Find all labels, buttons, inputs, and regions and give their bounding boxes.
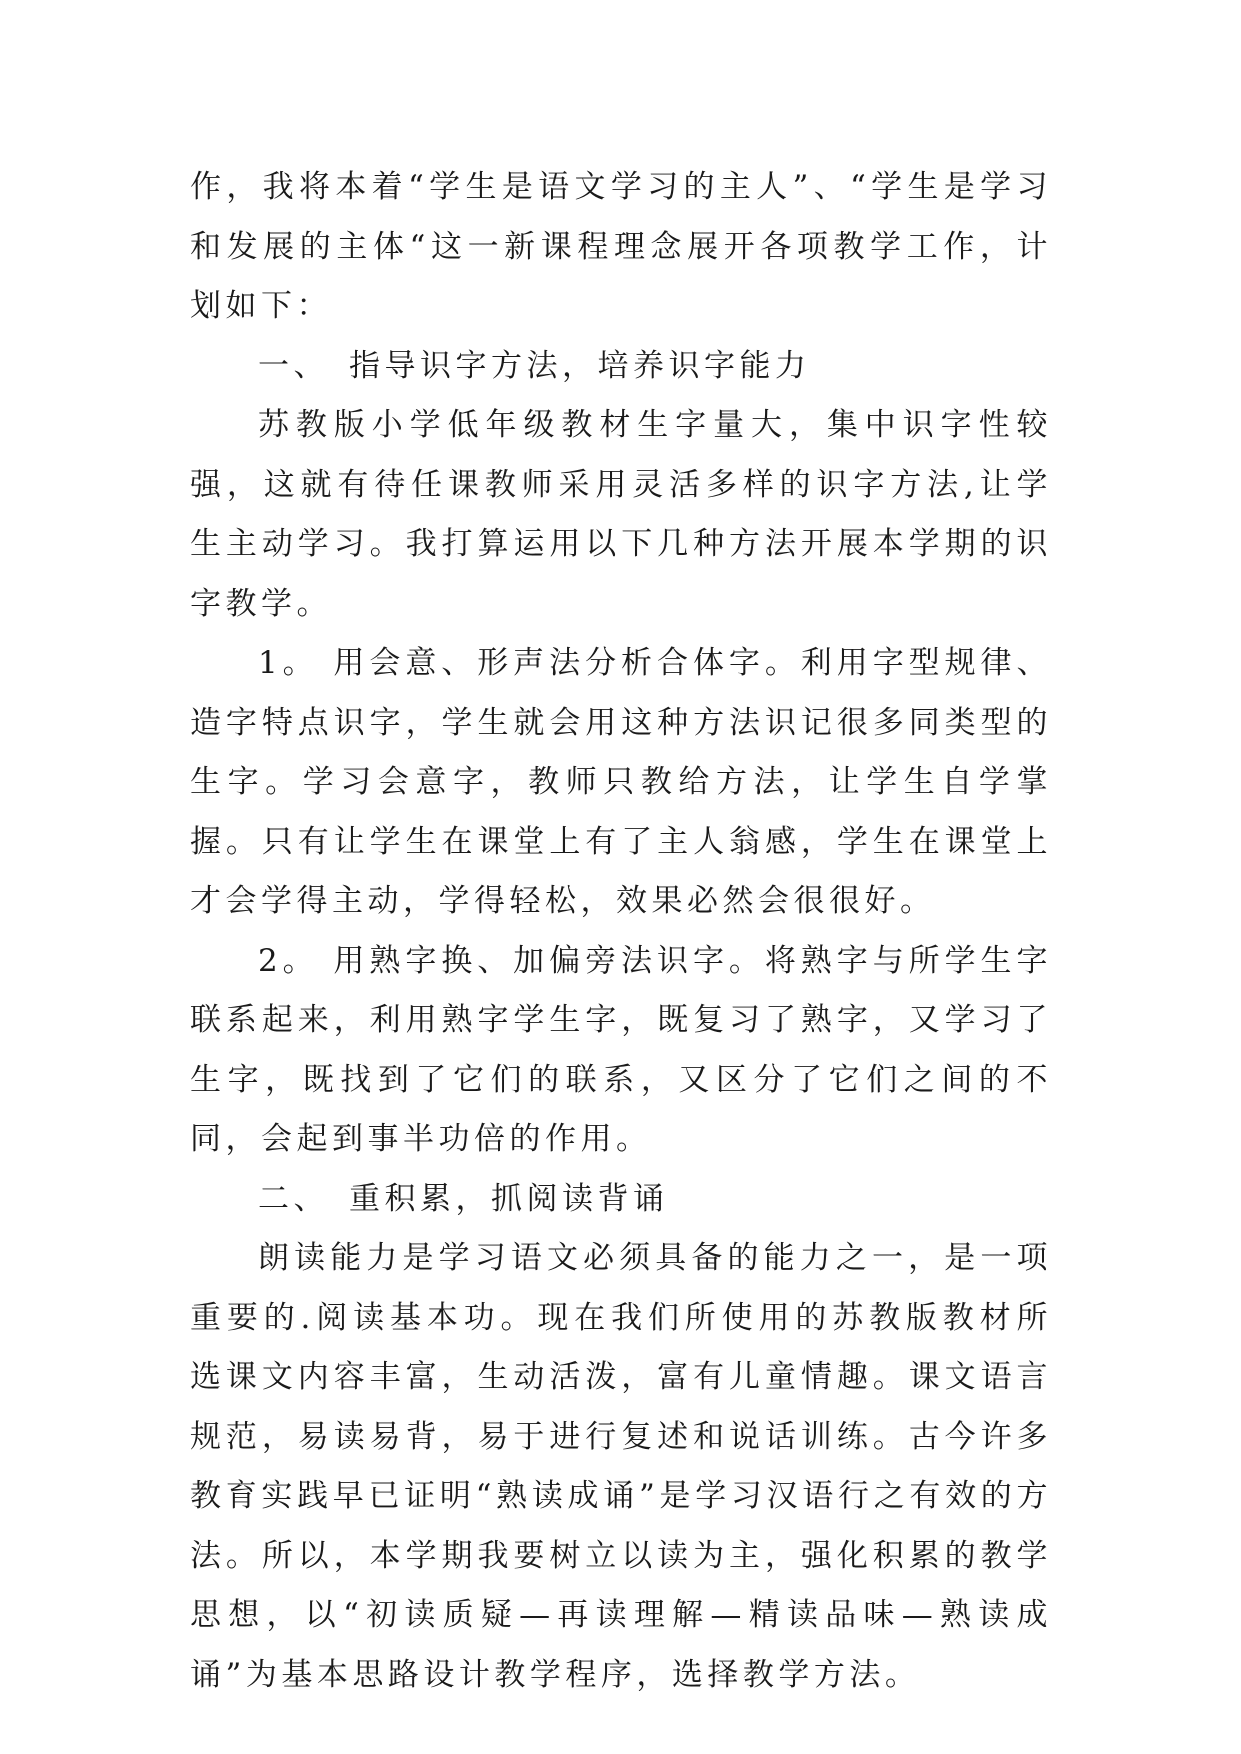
document-page: [190, 158, 1052, 1705]
body-paragraph-reading: 朗读能力是学习语文必须具备的能力之一，是一项重要的.阅读基本功。现在我们所使用的苏教版教材所选课文内容丰富，生动活泼，富有儿童情趣。课文语言规范，易读易背，易于进行复述和说话训练。古今许多教育实践早已证明“熟读成诵”是学习汉语行之有效的方法。所以，本学期我要树立以读为主，强化积累的教学思想，以“初读质疑—再读理解—精读品味—熟读成诵”为基本思路设计教学程序，选择教学方法。: [190, 1240, 1052, 1693]
intro-paragraph: 作，我将本着“学生是语文学习的主人”、“学生是学习和发展的主体“这一新课程理念展开各项教学工作，计划如下：: [190, 169, 1052, 324]
body-paragraph-literacy: 苏教版小学低年级教材生字量大，集中识字性较强，这就有待任课教师采用灵活多样的识字方法,让学生主动学习。我打算运用以下几种方法开展本学期的识字教学。: [190, 407, 1052, 622]
section-heading-1: 一、 指导识字方法，培养识字能力: [258, 347, 811, 384]
method-item-1: 1。 用会意、形声法分析合体字。利用字型规律、造字特点识字，学生就会用这种方法识记很多同类型的生字。学习会意字，教师只教给方法，让学生自学掌握。只有让学生在课堂上有了主人翁感，学生在课堂上才会学得主动，学得轻松，效果必然会很很好。: [190, 645, 1052, 919]
section-heading-2: 二、 重积累，抓阅读背诵: [258, 1180, 669, 1217]
method-item-2: 2。 用熟字换、加偏旁法识字。将熟字与所学生字联系起来，利用熟字学生字，既复习了熟字，又学习了生字，既找到了它们的联系，又区分了它们之间的不同，会起到事半功倍的作用。: [190, 942, 1052, 1157]
